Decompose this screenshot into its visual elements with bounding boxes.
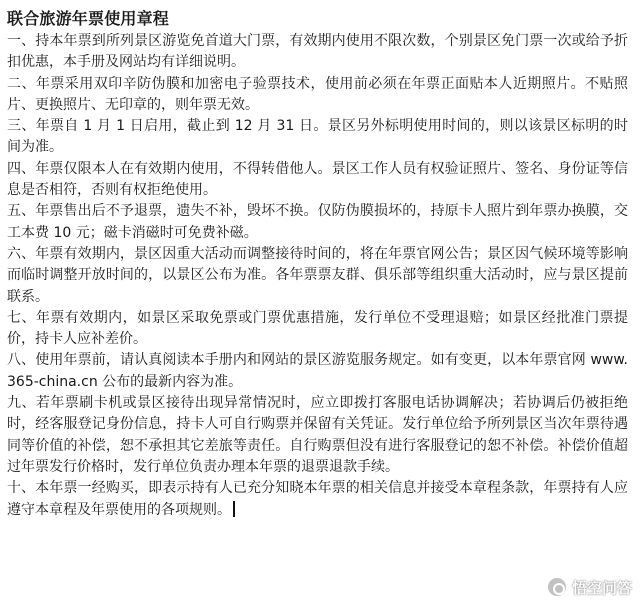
toutiao-logo-icon [546, 576, 568, 598]
clause-10 [7, 478, 628, 521]
clause-9: 九、若年票刷卡机或景区接待出现异常情况时，应立即拨打客服电话协调解决；若协调后仍被拒绝时，经客服登记身份信息，持卡人可自行购票并保留有关凭证。发行单位给予所列景区当次年票待遇同等价值的补偿，恕不承担其它差旅等责任。自行购票但没有进行客服登记的恕不补偿。补偿价值超过年票发行价格时，发行单位负责办理本年票的退票退款手续。 [7, 395, 628, 475]
clause-4: 四、年票仅限本人在有效期内使用，不得转借他人。景区工作人员有权验证照片、签名、身份证等信息是否相符，否则有权拒绝使用。 [7, 160, 628, 199]
clause-3: 三、年票自 1 月 1 日启用，截止到 12 月 31 日。景区另外标明使用时间的，则以该景区标明的时间为准。 [7, 118, 628, 156]
clause-8: 八、使用年票前，请认真阅读本手册内和网站的景区游览服务规定。如有变更，以本年票官网 www.365-china.cn 公布的最新内容为准。 [7, 352, 628, 390]
clause-6: 六、年票有效期内，景区因重大活动而调整接待时间的，将在年票官网公告；景区因气候环境等影响而临时调整开放时间的，以景区公布为准。各年票票友群、俱乐部等组织重大活动时，应与景区提前联系。 [7, 245, 628, 305]
clause-2: 二、年票采用双印辛防伪膜和加密电子验票技术，使用前必须在年票正面贴本人近期照片。不贴照片、更换照片、无印章的，则年票无效。 [7, 75, 628, 113]
watermark [546, 576, 632, 598]
text-cursor [233, 501, 235, 517]
clause-5: 五、年票售出后不予退票，遗失不补，毁坏不换。仅防伪膜损坏的，持原卡人照片到年票办换膜，交工本费 10 元；磁卡消磁时可免费补磁。 [7, 203, 628, 241]
clause-list [7, 31, 628, 521]
document-title: 联合旅游年票使用章程 [7, 9, 170, 28]
clause-1: 一、持本年票到所列景区游览免首道大门票，有效期内使用不限次数，个别景区免门票一次或给予折扣优惠，本手册及网站均有详细说明。 [7, 33, 628, 71]
clause-10-text: 十、本年票一经购买，即表示持有人已充分知晓本年票的相关信息并接受本章程条款，年票持有人应遵守本章程及年票使用的各项规则。 [7, 480, 628, 518]
watermark-text: 悟空问答 [571, 579, 632, 597]
clause-7: 七、年票有效期内，如景区采取免票或门票优惠措施，发行单位不受理退赔；如景区经批准门票提价，持卡人应补差价。 [7, 309, 628, 348]
